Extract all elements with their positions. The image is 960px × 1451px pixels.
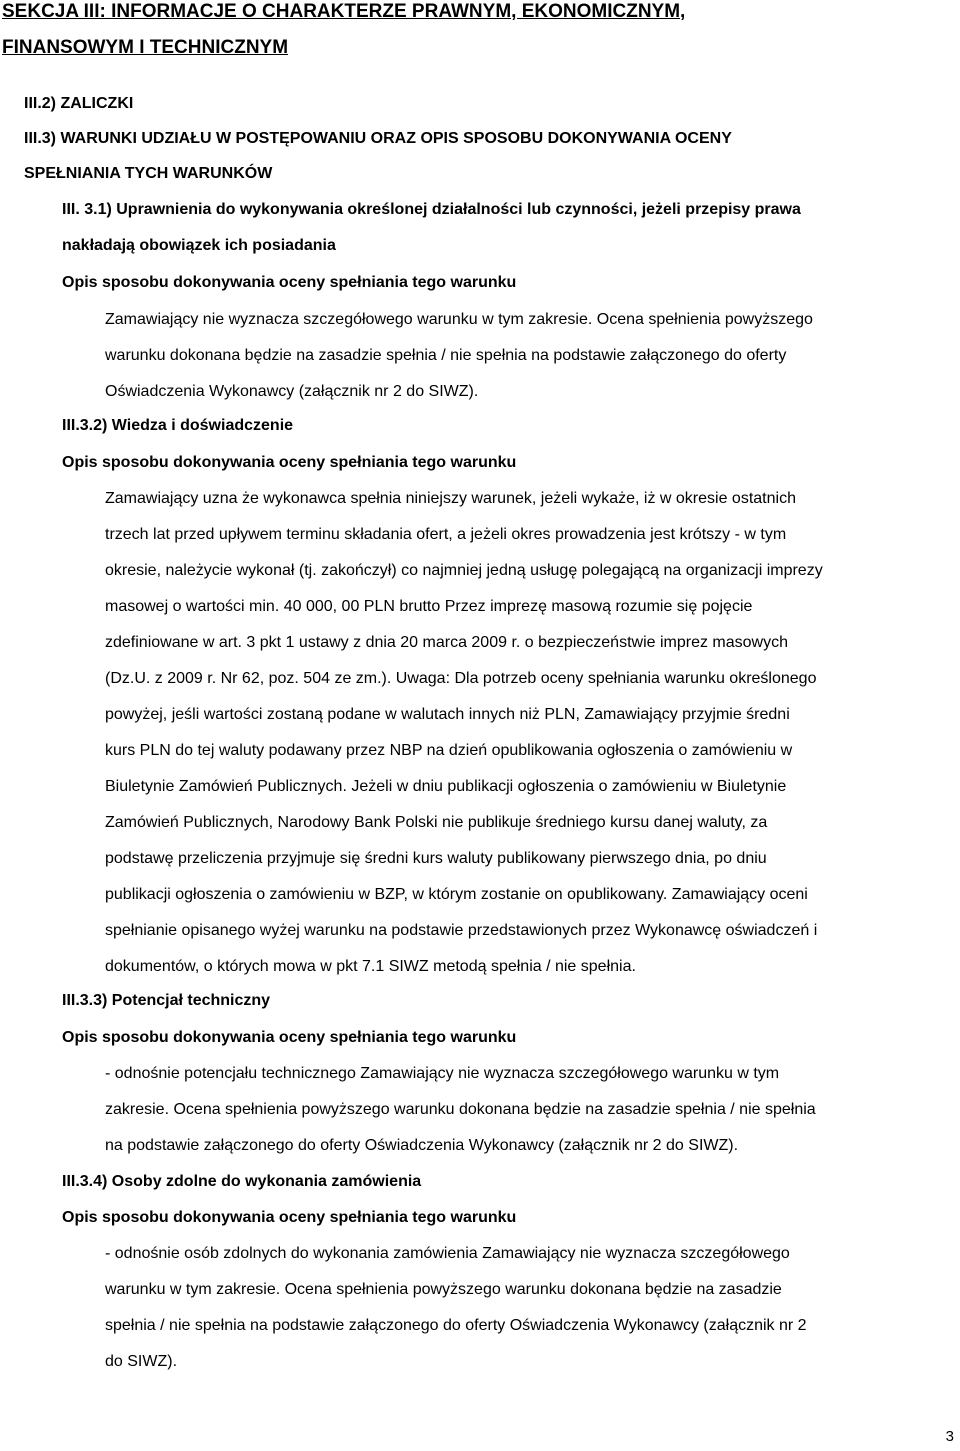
s33-title: III.3.3) Potencjał techniczny	[62, 992, 271, 1009]
s31-opis-label: Opis sposobu dokonywania oceny spełniania tego warunku	[62, 274, 517, 291]
s32-text-line: kurs PLN do tej waluty podawany przez NBP na dzień opublikowania ogłoszenia o zamówieniu w	[105, 742, 793, 759]
s32-text-line: Zamawiający uzna że wykonawca spełnia niniejszy warunek, jeżeli wykaże, iż w okresie ostatnich	[105, 490, 796, 507]
page-number: 3	[945, 1428, 954, 1445]
s31-title-line1: III. 3.1) Uprawnienia do wykonywania określonej działalności lub czynności, jeżeli przepisy prawa	[62, 201, 801, 218]
s34-text-line: spełnia / nie spełnia na podstawie załączonego do oferty Oświadczenia Wykonawcy (załącznik nr 2	[105, 1317, 807, 1334]
s33-text-line: zakresie. Ocena spełnienia powyższego warunku dokonana będzie na zasadzie spełnia / nie spełnia	[105, 1101, 816, 1118]
section-title-line1: SEKCJA III: INFORMACJE O CHARAKTERZE PRAWNYM, EKONOMICZNYM,	[2, 1, 686, 22]
s32-text-line: Biuletynie Zamówień Publicznych. Jeżeli w dniu publikacji ogłoszenia o zamówieniu w Biuletynie	[105, 778, 787, 795]
s34-opis-label: Opis sposobu dokonywania oceny spełniania tego warunku	[62, 1209, 517, 1226]
s32-text-line: zdefiniowane w art. 3 pkt 1 ustawy z dnia 20 marca 2009 r. o bezpieczeństwie imprez masowych	[105, 634, 788, 651]
s32-text-line: trzech lat przed upływem terminu składania ofert, a jeżeli okres prowadzenia jest krótszy - w tym	[105, 526, 787, 543]
s33-text-line: na podstawie załączonego do oferty Oświadczenia Wykonawcy (załącznik nr 2 do SIWZ).	[105, 1137, 739, 1154]
s32-text-line: okresie, należycie wykonał (tj. zakończył) co najmniej jedną usługę polegającą na organizacji imprezy	[105, 562, 823, 579]
s34-text-line: warunku w tym zakresie. Ocena spełnienia powyższego warunku dokonana będzie na zasadzie	[105, 1281, 782, 1298]
s32-text-line: powyżej, jeśli wartości zostaną podane w walutach innych niż PLN, Zamawiający przyjmie średni	[105, 706, 790, 723]
s34-title: III.3.4) Osoby zdolne do wykonania zamówienia	[62, 1173, 422, 1190]
s31-text-line: warunku dokonana będzie na zasadzie spełnia / nie spełnia na podstawie załączonego do oferty	[105, 347, 787, 364]
s33-opis-label: Opis sposobu dokonywania oceny spełniania tego warunku	[62, 1029, 517, 1046]
heading-warunki-line1: III.3) WARUNKI UDZIAŁU W POSTĘPOWANIU ORAZ OPIS SPOSOBU DOKONYWANIA OCENY	[24, 130, 732, 147]
s34-text-line: do SIWZ).	[105, 1353, 178, 1370]
s32-text-line: spełnianie opisanego wyżej warunku na podstawie przedstawionych przez Wykonawcę oświadczeń i	[105, 922, 818, 939]
heading-zaliczki: III.2) ZALICZKI	[24, 95, 134, 112]
s32-text-line: Zamówień Publicznych, Narodowy Bank Polski nie publikuje średniego kursu danej waluty, za	[105, 814, 768, 831]
s32-text-line: publikacji ogłoszenia o zamówieniu w BZP, w którym zostanie on opublikowany. Zamawiający oceni	[105, 886, 808, 903]
section-title-line2: FINANSOWYM I TECHNICZNYM	[2, 37, 289, 58]
heading-warunki-line2: SPEŁNIANIA TYCH WARUNKÓW	[24, 165, 273, 182]
s32-title: III.3.2) Wiedza i doświadczenie	[62, 417, 294, 434]
s32-text-line: dokumentów, o których mowa w pkt 7.1 SIWZ metodą spełnia / nie spełnia.	[105, 958, 636, 975]
s32-text-line: masowej o wartości min. 40 000, 00 PLN brutto Przez imprezę masową rozumie się pojęcie	[105, 598, 753, 615]
s31-text-line: Zamawiający nie wyznacza szczegółowego warunku w tym zakresie. Ocena spełnienia powyższego	[105, 311, 813, 328]
s31-text-line: Oświadczenia Wykonawcy (załącznik nr 2 do SIWZ).	[105, 383, 479, 400]
s31-title-line2: nakładają obowiązek ich posiadania	[62, 237, 336, 254]
s33-text-line: - odnośnie potencjału technicznego Zamawiający nie wyznacza szczegółowego warunku w tym	[105, 1065, 780, 1082]
s32-text-line: podstawę przeliczenia przyjmuje się średni kurs waluty publikowany pierwszego dnia, po dniu	[105, 850, 767, 867]
s32-opis-label: Opis sposobu dokonywania oceny spełniania tego warunku	[62, 454, 517, 471]
s32-text-line: (Dz.U. z 2009 r. Nr 62, poz. 504 ze zm.). Uwaga: Dla potrzeb oceny spełniania warunku określonego	[105, 670, 817, 687]
s34-text-line: - odnośnie osób zdolnych do wykonania zamówienia Zamawiający nie wyznacza szczegółowego	[105, 1245, 790, 1262]
